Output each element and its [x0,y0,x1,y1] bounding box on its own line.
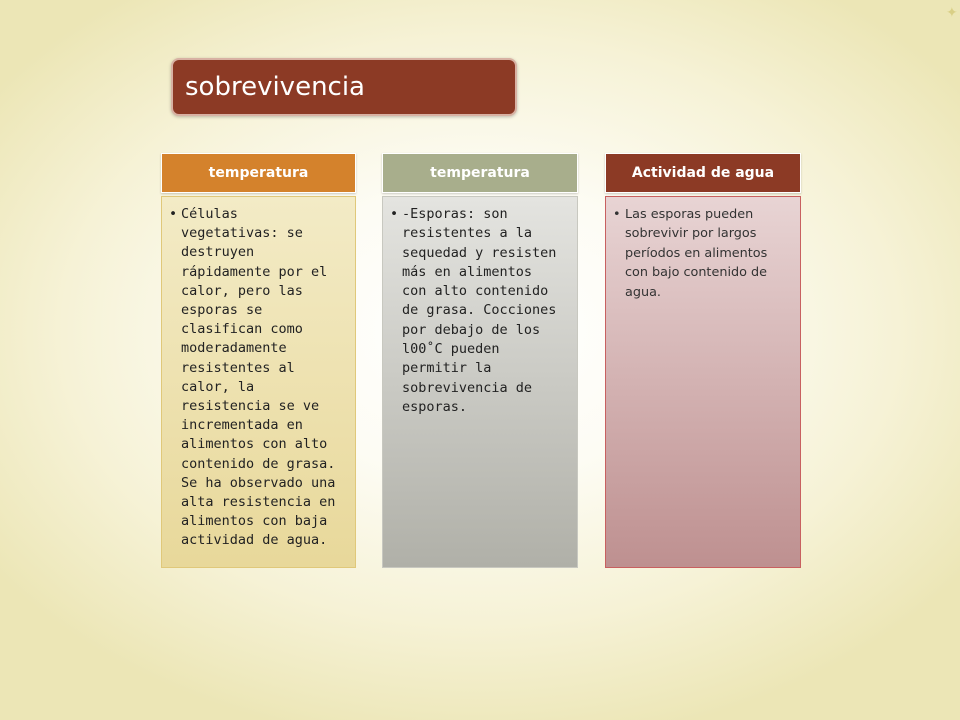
column-header-actividad-de-agua [605,153,801,193]
column-text: Células vegetativas: se destruyen rápidamente por el calor, pero las esporas se clasifican como moderadamente resistentes al calor, la resistencia se ve incrementada en alimentos con alto contenido de grasa. Se ha observado una alta resistencia en alimentos con baja actividad de agua. [181,206,336,549]
column-header-label: Actividad de agua [631,165,775,181]
column-text: -Esporas: son resistentes a la sequedad y resisten más en alimentos con alto contenido de grasa. Cocciones por debajo de los l00˚C pueden permitir la sobrevivencia de esporas. [402,206,557,415]
page-title: sobrevivencia [185,72,365,102]
column-body-3 [605,196,801,568]
column-header-label: temperatura [430,165,530,181]
column-body-1 [161,196,356,568]
column-body-2 [382,196,578,568]
column-content [390,205,563,417]
column-header-temperatura-1 [161,153,356,193]
column-header-temperatura-2 [382,153,578,193]
column-text: Las esporas pueden sobrevivir por largos períodos en alimentos con bajo contenido de agua. [625,207,768,300]
column-content [169,205,341,551]
bullet-icon: • [390,206,399,222]
column-header-label: temperatura [208,165,309,181]
title-box [171,58,517,116]
column-content [613,205,786,302]
bullet-icon: • [169,206,178,222]
bullet-icon: • [613,207,621,222]
star-decoration-icon: ✦ [946,5,958,21]
